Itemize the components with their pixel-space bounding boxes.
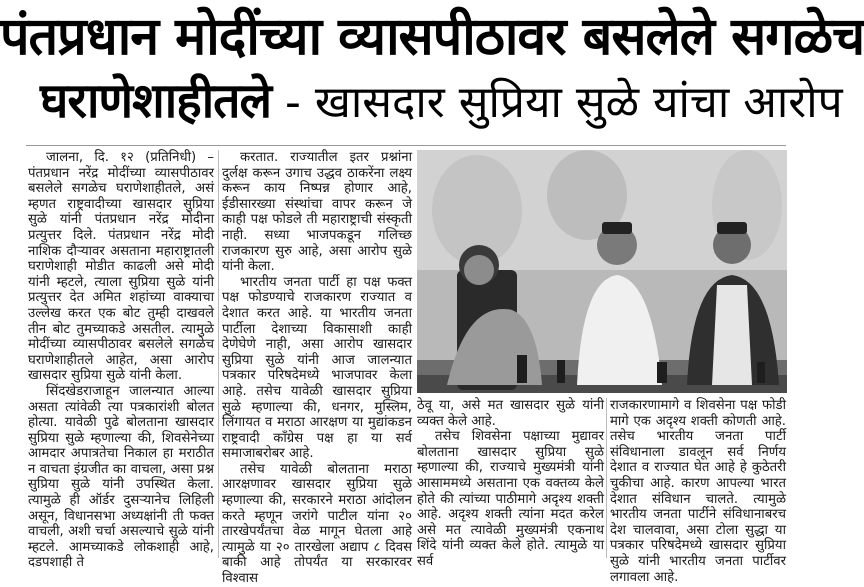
paragraph: जालना, दि. १२ (प्रतिनिधी) – पंतप्रधान नरेंद्र मोदींच्या व्यासपीठावर बसलेले सगळेच घराणेशाहीतले, असं म्हणत राष्ट्रवादीच्या खासदार सुप्रिया सुळे यांनी पंतप्रधान नरेंद्र मोदीना प्रत्युत्तर दिले. पंतप्रधान नरेंद्र मोदी नाशिक दौऱ्यावर असताना महाराष्ट्रातली घराणेशाही मोडीत काढली असे मोदी यांनी म्हटले, त्याला सुप्रिया सुळे यांनी प्रत्युत्तर देत अमित शहांच्या वाक्याचा उल्लेख करत एक बोट तुम्ही दाखवले तीन बोट तुमच्याकडे असतील. त्यामुळे मोदींच्या व्यासपीठावर बसलेले सगळेच घराणेशाहीतले आहेत, असा आरोप खासदार सुप्रिया सुळे यांनी केला. <box>28 150 214 384</box>
photo-illustration <box>417 150 787 393</box>
article-column-1 <box>28 150 214 571</box>
headline-line-2-bold: घराणेशाहीतले <box>40 73 272 129</box>
column-divider <box>218 150 219 558</box>
headline <box>0 0 864 145</box>
column-divider <box>606 398 607 558</box>
headline-line-1: पंतप्रधान मोदींच्या व्यासपीठावर बसलेले सगळेच <box>0 7 864 67</box>
paragraph: ठेवू या, असे मत खासदार सुळे यांनी व्यक्त केले आहे. <box>417 398 604 429</box>
paragraph: सिंदखेडराजाहून जालन्यात आल्या असता त्यांवेळी त्या पत्रकारांशी बोलत होत्या. यावेळी पुढे बोलताना खासदार सुप्रिया सुळे म्हणाल्या की, शिवसेनेच्या आमदार अपात्रतेचा निकाल हा मराठीत न वाचता इंग्रजीत का वाचला, असा प्रश्न सुप्रिया सुळे यांनी उपस्थित केला. त्यामुळे ही ऑर्डर दुसऱ्यानेच लिहिली असून, विधानसभा अध्यक्षांनी ती फक्त वाचली, अशी चर्चा असल्याचे सुळे यांनी म्हटले. आमच्याकडे लोकशाही आहे, दडपशाही ते <box>28 383 214 571</box>
paragraph: करतात. राज्यातील इतर प्रश्नांना दुर्लक्ष करून उगाच उद्धव ठाकरेंना लक्ष्य करून काय निष्पन्न होणार आहे, ईडीसारख्या संस्थांचा वापर करून जे काही पक्ष फोडले ती महाराष्ट्राची संस्कृती नाही. सध्या भाजपकडून गलिच्छ राजकारण सुरु आहे, असा आरोप सुळे यांनी केला. <box>222 150 412 275</box>
headline-line-2 <box>40 70 843 134</box>
article-column-4 <box>610 398 786 585</box>
article-column-3 <box>417 398 604 569</box>
headline-line-2-rest: - खासदार सुप्रिया सुळे यांचा आरोप <box>271 77 843 128</box>
paragraph: तसेच शिवसेना पक्षाच्या मुद्यावर बोलताना खासदार सुप्रिया सुळे म्हणाल्या की, राज्याचे मुख्यमंत्री यांनी आसाममध्ये असताना एक वक्तव्य केले होते की त्यांच्या पाठीमागे अदृश्य शक्ती आहे. अदृश्य शक्ती त्यांना मदत करेल असे मत त्यावेळी मुख्यमंत्री एकनाथ शिंदे यांनी व्यक्त केले होते. त्यामुळे या सर्व <box>417 429 604 569</box>
paragraph: राजकारणामागे व शिवसेना पक्ष फोडी मागे एक अदृश्य शक्ती कोणती आहे. तसेच भारतीय जनता पार्टी संविधानाला डावलून सर्व निर्णय देशात व राज्यात घेत आहे हे कुठेतरी चुकीचा आहे. कारण आपल्या भारत देशात संविधान चालते. त्यामुळे भारतीय जनता पार्टीने संविधानाबरच देश चालवावा, असा टोला सुद्धा या पत्रकार परिषदेमध्ये खासदार सुप्रिया सुळे यांनी भारतीय जनता पार्टीवर लगावला आहे. <box>610 398 786 585</box>
paragraph: तसेच यावेळी बोलताना मराठा आरक्षणावर खासदार सुप्रिया सुळे म्हणाल्या की, सरकारने मराठा आंदोलन करते म्हणून जरांगे पाटील यांना २० तारखेपर्यंतचा वेळ मागून घेतला आहे त्यामुळे या २० तारखेला अद्याप ८ दिवस बाकी आहे तोपर्यंत या सरकारवर विश्वास <box>222 461 412 587</box>
paragraph: भारतीय जनता पार्टी हा पक्ष फक्त पक्ष फोडण्याचे राजकारण राज्यात व देशात करत आहे. या भारतीय जनता पार्टीला देशाच्या विकासाशी काही देणेघेणे नाही, असा आरोप खासदार सुप्रिया सुळे यांनी आज जालन्यात पत्रकार परिषदेमध्ये भाजपावर केला आहे. तसेच यावेळी खासदार सुप्रिया सुळे म्हणाल्या की, धनगर, मुस्लिम, लिंगायत व मराठा आरक्षण या मुद्यांकडन राष्ट्रवादी कॉंग्रेस पक्ष हा या सर्व समाजाबरोबर आहे. <box>222 274 412 462</box>
article-column-2 <box>222 150 412 587</box>
headline-divider <box>26 145 786 146</box>
press-conference-photo <box>417 150 787 393</box>
